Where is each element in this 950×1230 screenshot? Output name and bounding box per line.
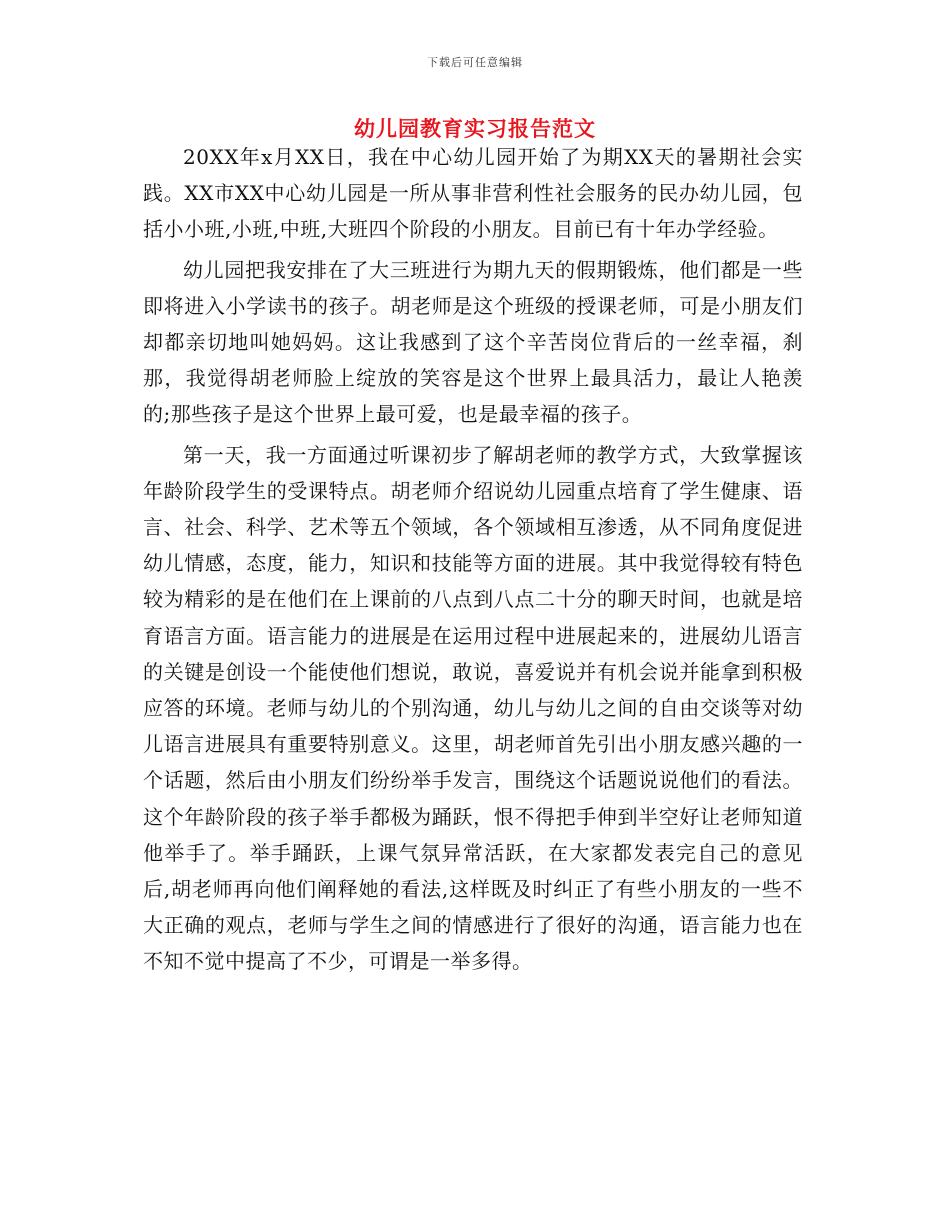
header-note: 下载后可任意编辑: [427, 56, 523, 69]
paragraph-1: 20XX年x月XX日，我在中心幼儿园开始了为期XX天的暑期社会实践。XX市XX中心幼儿园是一所从事非营利性社会服务的民办幼儿园，包括小小班,小班,中班,大班四个阶段的小朋友。目前已有十年办学经验。: [143, 145, 803, 242]
paragraph-3: 第一天，我一方面通过听课初步了解胡老师的教学方式，大致掌握该年龄阶段学生的受课特点。胡老师介绍说幼儿园重点培育了学生健康、语言、社会、科学、艺术等五个领域，各个领域相互渗透，从不同角度促进幼儿情感，态度，能力，知识和技能等方面的进展。其中我觉得较有特色较为精彩的是在他们在上课前的八点到八点二十分的聊天时间，也就是培育语言方面。语言能力的进展是在运用过程中进展起来的，进展幼儿语言的关键是创设一个能使他们想说，敢说，喜爱说并有机会说并能拿到积极应答的环境。老师与幼儿的个别沟通，幼儿与幼儿之间的自由交谈等对幼儿语言进展具有重要特别意义。这里，胡老师首先引出小朋友感兴趣的一个话题，然后由小朋友们纷纷举手发言，围绕这个话题说说他们的看法。这个年龄阶段的孩子举手都极为踊跃，恨不得把手伸到半空好让老师知道他举手了。举手踊跃，上课气氛异常活跃，在大家都发表完自己的意见后,胡老师再向他们阐释她的看法,这样既及时纠正了有些小朋友的一些不大正确的观点，老师与学生之间的情感进行了很好的沟通，语言能力也在不知不觉中提高了不少，可谓是一举多得。: [143, 442, 803, 974]
document-body: [143, 139, 803, 980]
document-title: 幼儿园教育实习报告范文: [354, 116, 596, 141]
paragraph-2: 幼儿园把我安排在了大三班进行为期九天的假期锻炼，他们都是一些即将进入小学读书的孩子。胡老师是这个班级的授课老师，可是小朋友们却都亲切地叫她妈妈。这让我感到了这个辛苦岗位背后的一丝幸福，刹那，我觉得胡老师脸上绽放的笑容是这个世界上最具活力，最让人艳羡的;那些孩子是这个世界上最可爱，也是最幸福的孩子。: [143, 257, 803, 427]
